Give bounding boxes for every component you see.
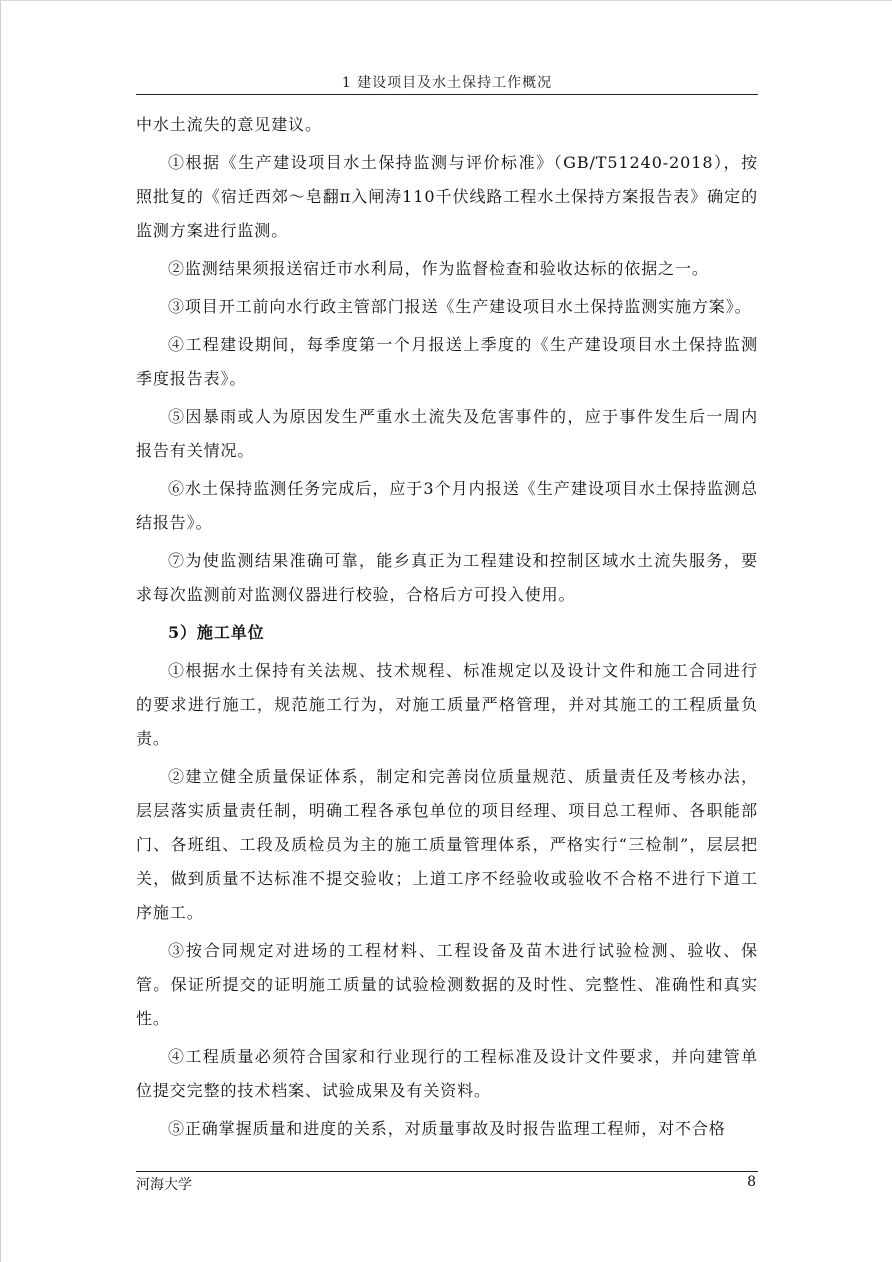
page-number: 8 bbox=[747, 1174, 756, 1190]
paragraph: ①根据水土保持有关法规、技术规程、标准规定以及设计文件和施工合同进行的要求进行施工，规范施工行为，对施工质量严格管理，并对其施工的工程质量负责。 bbox=[136, 661, 758, 748]
paragraph: ④工程质量必须符合国家和行业现行的工程标准及设计文件要求，并向建管单位提交完整的技术档案、试验成果及有关资料。 bbox=[136, 1047, 758, 1100]
footer-institution: 河海大学 bbox=[136, 1177, 192, 1193]
paragraph: ③按合同规定对进场的工程材料、工程设备及苗木进行试验检测、验收、保管。保证所提交的证明施工质量的试验检测数据的及时性、完整性、准确性和真实性。 bbox=[136, 941, 758, 1028]
paragraph: ②监测结果须报送宿迁市水利局，作为监督检查和验收达标的依据之一。 bbox=[168, 259, 709, 278]
running-header: 1 建设项目及水土保持工作概况 bbox=[341, 75, 553, 91]
footer-rule bbox=[136, 1171, 758, 1172]
paragraph: ②建立健全质量保证体系，制定和完善岗位质量规范、质量责任及考核办法，层层落实质量责任制，明确工程各承包单位的项目经理、项目总工程师、各职能部门、各班组、工段及质检员为主的施工质量管理体系，严格实行“三检制”，层层把关，做到质量不达标准不提交验收；上道工序不经验收或验收不合格不进行下道工序施工。 bbox=[136, 767, 758, 922]
header-rule bbox=[136, 94, 758, 95]
paragraph: ⑤正确掌握质量和进度的关系，对质量事故及时报告监理工程师，对不合格 bbox=[168, 1119, 726, 1138]
paragraph: ⑤因暴雨或人为原因发生严重水土流失及危害事件的，应于事件发生后一周内报告有关情况。 bbox=[136, 407, 758, 460]
paragraph: ⑦为使监测结果准确可靠，能乡真正为工程建设和控制区域水土流失服务，要求每次监测前对监测仪器进行校验，合格后方可投入使用。 bbox=[136, 551, 758, 604]
body-text bbox=[136, 108, 758, 1150]
paragraph: ③项目开工前向水行政主管部门报送《生产建设项目水土保持监测实施方案》。 bbox=[168, 297, 752, 316]
paragraph: 中水土流失的意见建议。 bbox=[136, 115, 322, 134]
paragraph: ⑥水土保持监测任务完成后，应于3个月内报送《生产建设项目水土保持监测总结报告》。 bbox=[136, 479, 758, 532]
paragraph: ④工程建设期间，每季度第一个月报送上季度的《生产建设项目水土保持监测季度报告表》。 bbox=[136, 335, 758, 388]
section-heading: 5）施工单位 bbox=[168, 623, 265, 642]
paragraph: ①根据《生产建设项目水土保持监测与评价标准》（GB/T51240-2018），按照批复的《宿迁西郊～皂翻π入闸涛110千伏线路工程水土保持方案报告表》确定的监测方案进行监测。 bbox=[136, 153, 758, 240]
